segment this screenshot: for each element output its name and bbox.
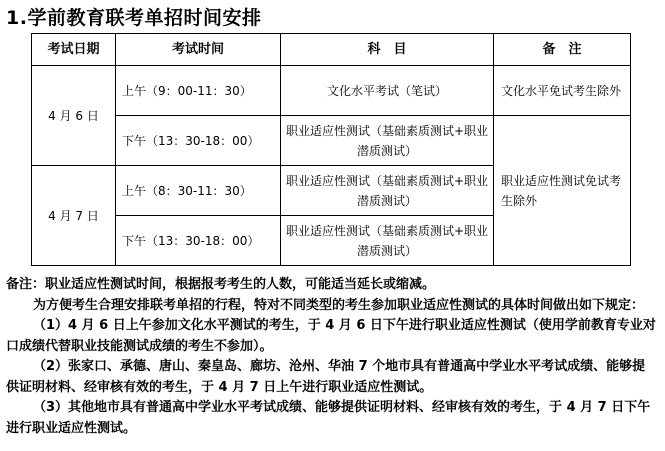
remark-cell: 文化水平免试考生除外 [494,66,631,116]
note-item-1: （1）4 月 6 日上午参加文化水平测试的考生，于 4 月 6 日下午进行职业适应性测试（使用学前教育专业对口成绩代替职业技能测试成绩的考生不参加）。 [6,318,656,354]
note-intro: 为方便考生合理安排联考单招的行程，特对不同类型的考生参加职业适应性测试的具体时间做出如下规定： [33,297,645,313]
remark-cell: 职业适应性测试免试考生除外 [494,116,631,266]
exam-time-cell: 上午（8：30-11：30） [116,166,281,216]
header-subject: 科 目 [281,34,494,66]
exam-time-cell: 下午（13：30-18：00） [116,216,281,266]
subject-cell: 职业适应性测试（基础素质测试+职业潜质测试） [281,116,494,166]
section-title: 1.学前教育联考单招时间安排 [6,7,262,29]
exam-time-cell: 上午（9：00-11：30） [116,66,281,116]
table-row [32,116,631,166]
exam-date-cell: 4 月 6 日 [32,66,116,166]
exam-date-cell: 4 月 7 日 [32,166,116,266]
header-remarks: 备 注 [494,34,631,66]
note-item-2: （2）张家口、承德、唐山、秦皇岛、廊坊、沧州、华油 7 个地市具有普通高中学业水平考试成绩、能够提供证明材料、经审核有效的考生，于 4 月 7 日上午进行职业适应性测试。 [6,359,646,395]
note-item-3: （3）其他地市具有普通高中学业水平考试成绩、能够提供证明材料、经审核有效的考生，于 4 月 7 日下午进行职业适应性测试。 [6,400,651,436]
subject-cell: 职业适应性测试（基础素质测试+职业潜质测试） [281,216,494,266]
notes-section [6,275,658,439]
header-exam-time: 考试时间 [116,34,281,66]
subject-cell: 职业适应性测试（基础素质测试+职业潜质测试） [281,166,494,216]
exam-schedule-table [31,33,631,266]
header-exam-date: 考试日期 [32,34,116,66]
exam-time-cell: 下午（13：30-18：00） [116,116,281,166]
note-remark: 备注：职业适应性测试时间，根据报考考生的人数，可能适当延长或缩减。 [6,277,436,292]
subject-cell: 文化水平考试（笔试） [281,66,494,116]
table-row [32,66,631,116]
table-header-row [32,34,631,66]
